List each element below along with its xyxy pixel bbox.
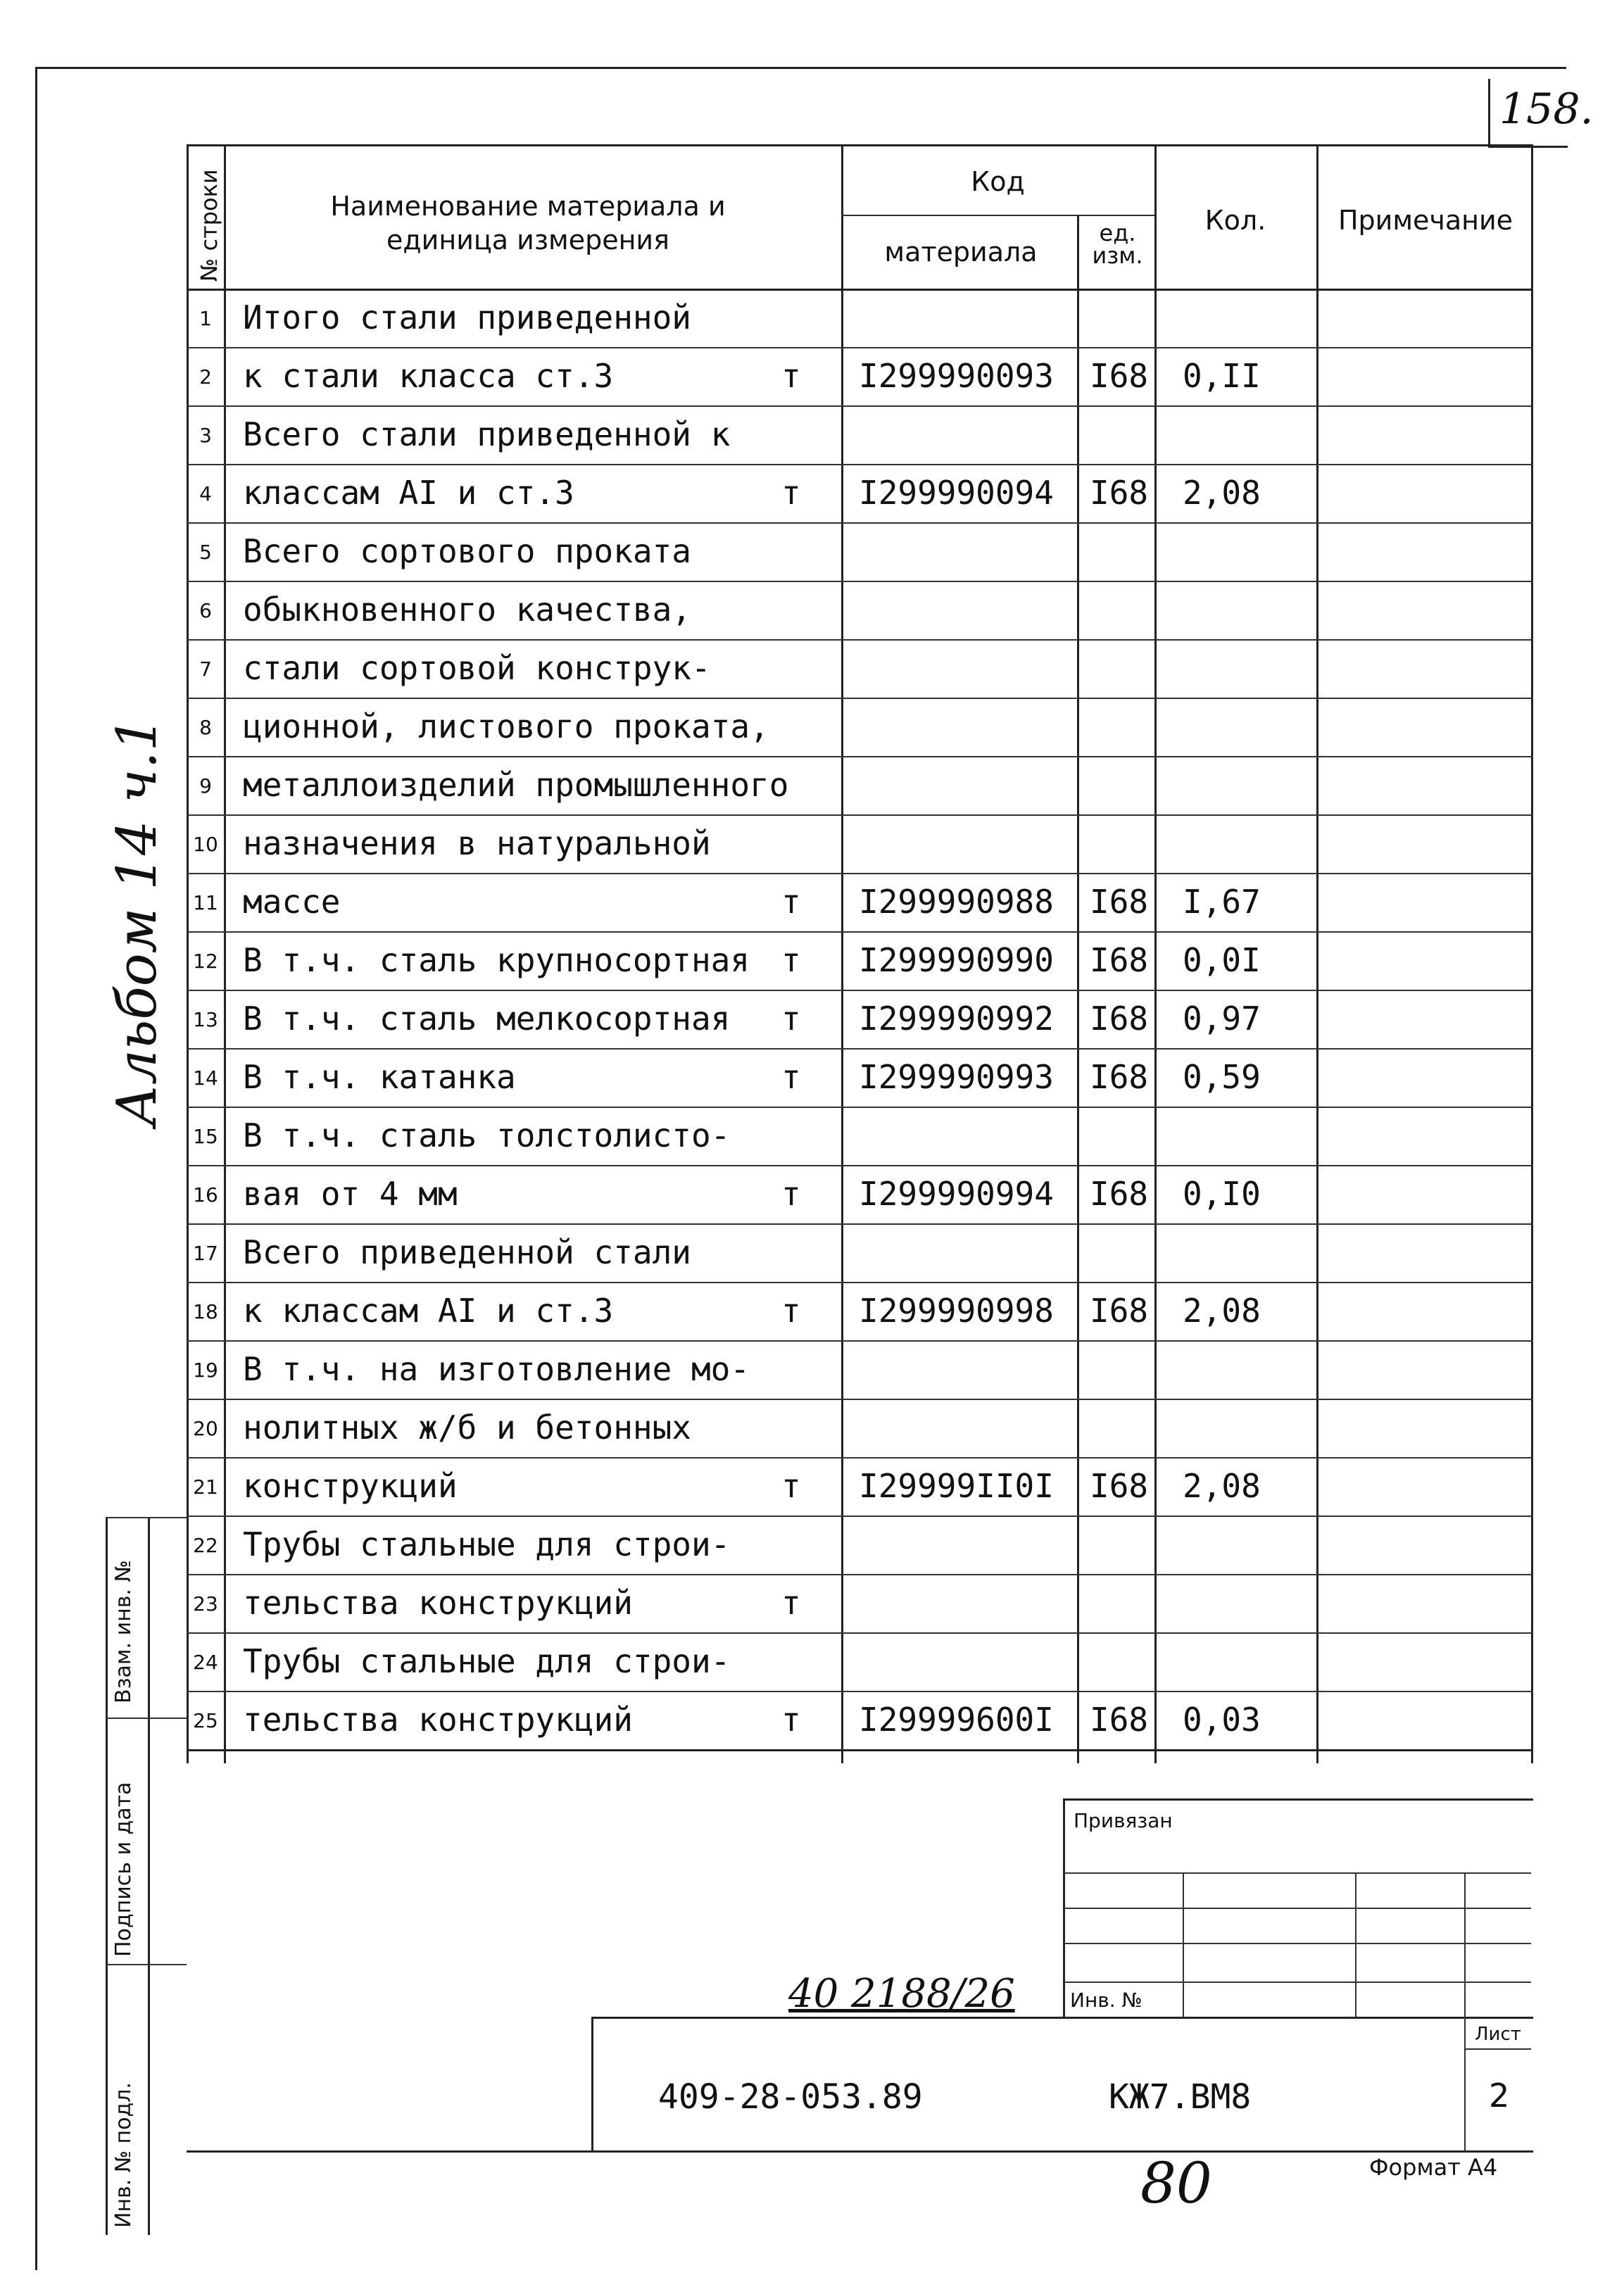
row-code: I299990094 xyxy=(859,474,1054,512)
table-top xyxy=(187,144,1533,146)
row-number: 16 xyxy=(193,1183,218,1206)
list-label: Лист xyxy=(1475,2024,1521,2045)
row-divider xyxy=(187,1632,1533,1634)
row-qty: 0,I0 xyxy=(1183,1175,1261,1213)
col-line-unit-right xyxy=(1154,144,1157,1763)
row-unit-code: I68 xyxy=(1090,474,1149,512)
stamp-line-2 xyxy=(1063,1908,1531,1909)
row-number: 7 xyxy=(199,657,212,681)
row-code: I299990998 xyxy=(859,1292,1054,1330)
row-unit: т xyxy=(781,1584,801,1622)
row-code: I299990988 xyxy=(859,883,1054,921)
album-note: Альбом 14 ч.1 xyxy=(106,716,169,1126)
col-line-name-right xyxy=(841,144,843,1763)
stamp-col-3 xyxy=(1464,1872,1466,2017)
row-name: ционной, листового проката, xyxy=(243,707,769,745)
row-divider xyxy=(187,931,1533,933)
row-number: 17 xyxy=(193,1242,218,1265)
row-unit-code: I68 xyxy=(1090,1175,1149,1213)
row-number: 20 xyxy=(193,1417,218,1440)
row-code: I299990993 xyxy=(859,1058,1054,1096)
row-divider xyxy=(187,990,1533,991)
header-qty: Кол. xyxy=(1204,205,1266,236)
row-name: к классам АI и ст.3 xyxy=(243,1292,614,1330)
row-divider xyxy=(187,1457,1533,1458)
row-unit-code: I68 xyxy=(1090,883,1149,921)
row-divider xyxy=(187,1574,1533,1575)
row-qty: 0,03 xyxy=(1183,1701,1261,1739)
row-qty: 2,08 xyxy=(1183,1467,1261,1505)
table-bottom xyxy=(187,1749,1533,1751)
row-divider xyxy=(187,1107,1533,1108)
row-unit: т xyxy=(781,883,801,921)
row-code: I299990093 xyxy=(859,357,1054,395)
row-number: 15 xyxy=(193,1125,218,1148)
side-label-vzam: Взам. инв. № xyxy=(111,1560,136,1703)
row-number: 11 xyxy=(193,891,218,914)
row-name: назначения в натуральной xyxy=(243,824,711,862)
row-unit-code: I68 xyxy=(1090,1701,1149,1739)
stamp-line-3 xyxy=(1063,1943,1531,1944)
row-divider xyxy=(187,1165,1533,1166)
row-name: тельства конструкций xyxy=(243,1584,633,1622)
header-code-material: материала xyxy=(884,237,1038,267)
row-name: обыкновенного качества, xyxy=(243,591,691,629)
row-number: 12 xyxy=(193,950,218,973)
row-name: стали сортовой конструк- xyxy=(243,649,711,687)
row-qty: 2,08 xyxy=(1183,474,1261,512)
row-name: В т.ч. сталь толстолисто- xyxy=(243,1116,731,1154)
frame-top xyxy=(35,67,1566,69)
row-qty: I,67 xyxy=(1183,883,1261,921)
stamp-col-1 xyxy=(1183,1872,1184,2017)
row-number: 5 xyxy=(199,541,212,564)
col-line-rownum-left xyxy=(187,144,189,1763)
footer-hand-mark: 80 xyxy=(1140,2150,1212,2216)
row-name: нолитных ж/б и бетонных xyxy=(243,1409,691,1447)
row-code: I299990994 xyxy=(859,1175,1054,1213)
row-unit: т xyxy=(781,1175,801,1213)
row-number: 6 xyxy=(199,599,212,622)
row-name: к стали класса ст.3 xyxy=(243,357,614,395)
row-code: I29999600I xyxy=(859,1701,1054,1739)
col-line-qty-right xyxy=(1316,144,1318,1763)
row-divider xyxy=(187,1516,1533,1517)
col-line-code-right xyxy=(1077,215,1079,1763)
row-unit: т xyxy=(781,1292,801,1330)
stamp-line-1 xyxy=(1063,1872,1531,1874)
row-divider xyxy=(187,698,1533,699)
row-number: 8 xyxy=(199,716,212,739)
col-line-right xyxy=(1531,144,1533,1763)
side-label-podpis: Подпись и дата xyxy=(111,1782,136,1957)
row-divider xyxy=(187,639,1533,641)
row-name: Всего стали приведенной к xyxy=(243,415,731,453)
side-label-inv-podl: Инв. № подл. xyxy=(111,2082,136,2228)
header-bottom xyxy=(187,289,1533,291)
header-row-number: № строки xyxy=(196,169,222,282)
row-number: 22 xyxy=(193,1534,218,1557)
row-unit: т xyxy=(781,1058,801,1096)
row-qty: 0,0I xyxy=(1183,941,1261,979)
row-number: 21 xyxy=(193,1475,218,1499)
row-qty: 0,97 xyxy=(1183,1000,1261,1038)
row-divider xyxy=(187,1223,1533,1225)
row-divider xyxy=(187,464,1533,465)
row-name: Всего приведенной стали xyxy=(243,1233,691,1271)
row-number: 4 xyxy=(199,482,212,505)
row-unit-code: I68 xyxy=(1090,1467,1149,1505)
frame-left xyxy=(35,67,37,2270)
side-strip-div2 xyxy=(106,1964,187,1965)
row-name: Трубы стальные для строи- xyxy=(243,1525,731,1563)
row-unit: т xyxy=(781,474,801,512)
row-divider xyxy=(187,873,1533,874)
row-divider xyxy=(187,522,1533,524)
row-number: 19 xyxy=(193,1359,218,1382)
row-divider xyxy=(187,1691,1533,1692)
row-unit: т xyxy=(781,1701,801,1739)
side-strip-left xyxy=(106,1517,108,2235)
row-number: 24 xyxy=(193,1651,218,1674)
row-name: массе xyxy=(243,883,341,921)
side-strip-top xyxy=(106,1517,187,1518)
code-subheader-line xyxy=(841,215,1154,216)
list-number: 2 xyxy=(1489,2077,1510,2115)
row-unit: т xyxy=(781,1467,801,1505)
row-name: В т.ч. катанка xyxy=(243,1058,516,1096)
row-number: 2 xyxy=(199,365,212,389)
row-name: Всего сортового проката xyxy=(243,532,691,570)
stamp-col-2 xyxy=(1355,1872,1357,2017)
row-divider xyxy=(187,814,1533,816)
row-unit-code: I68 xyxy=(1090,1000,1149,1038)
row-divider xyxy=(187,1282,1533,1283)
row-name: В т.ч. сталь мелкосортная xyxy=(243,1000,731,1038)
row-number: 18 xyxy=(193,1300,218,1323)
col-line-rownum-right xyxy=(224,144,226,1763)
stamp-line-4 xyxy=(1063,1982,1531,1983)
row-code: I299990992 xyxy=(859,1000,1054,1038)
header-code: Код xyxy=(971,166,1025,197)
row-number: 3 xyxy=(199,424,212,447)
row-divider xyxy=(187,581,1533,582)
row-name: конструкций xyxy=(243,1467,458,1505)
row-code: I29999II0I xyxy=(859,1467,1054,1505)
row-name: Трубы стальные для строи- xyxy=(243,1642,731,1680)
row-name: Итого стали приведенной xyxy=(243,298,691,336)
row-qty: 0,II xyxy=(1183,357,1261,395)
doc-mark: КЖ7.ВМ8 xyxy=(1109,2077,1252,2117)
row-divider xyxy=(187,1048,1533,1050)
row-unit-code: I68 xyxy=(1090,1292,1149,1330)
footer-format: Формат А4 xyxy=(1369,2154,1498,2181)
row-unit-code: I68 xyxy=(1090,357,1149,395)
row-name: В т.ч. сталь крупносортная xyxy=(243,941,750,979)
side-strip-mid xyxy=(148,1517,150,2235)
list-col-divider xyxy=(1464,2048,1531,2050)
title-block-bottom xyxy=(187,2150,1533,2153)
header-code-unit: ед. изм. xyxy=(1092,220,1143,269)
stamp-privyazan-label: Привязан xyxy=(1074,1809,1173,1832)
stamp-handwritten-number: 40 2188/26 xyxy=(788,1971,1015,2017)
row-code: I299990990 xyxy=(859,941,1054,979)
row-divider xyxy=(187,347,1533,348)
row-number: 25 xyxy=(193,1709,218,1732)
row-name: вая от 4 мм xyxy=(243,1175,458,1213)
header-name: Наименование материала и единица измерения xyxy=(330,191,726,256)
row-unit: т xyxy=(781,357,801,395)
header-note: Примечание xyxy=(1337,205,1513,236)
row-number: 14 xyxy=(193,1066,218,1090)
row-number: 1 xyxy=(199,307,212,330)
row-number: 23 xyxy=(193,1592,218,1615)
row-unit: т xyxy=(781,1000,801,1038)
row-name: классам АI и ст.3 xyxy=(243,474,574,512)
row-divider xyxy=(187,756,1533,757)
row-number: 10 xyxy=(193,833,218,856)
row-number: 9 xyxy=(199,774,212,798)
row-divider xyxy=(187,405,1533,407)
row-qty: 2,08 xyxy=(1183,1292,1261,1330)
row-unit-code: I68 xyxy=(1090,941,1149,979)
row-unit-code: I68 xyxy=(1090,1058,1149,1096)
page-number: 158. xyxy=(1499,84,1594,134)
stamp-inv-no-label: Инв. № xyxy=(1070,1989,1143,2012)
row-name: тельства конструкций xyxy=(243,1701,633,1739)
row-name: металлоизделий промышленного xyxy=(243,766,789,804)
row-divider xyxy=(187,1340,1533,1342)
row-number: 13 xyxy=(193,1008,218,1031)
row-divider xyxy=(187,1399,1533,1400)
doc-code: 409-28-053.89 xyxy=(658,2077,923,2117)
row-name: В т.ч. на изготовление мо- xyxy=(243,1350,750,1388)
row-qty: 0,59 xyxy=(1183,1058,1261,1096)
list-col-left xyxy=(1464,2017,1466,2150)
row-unit: т xyxy=(781,941,801,979)
side-strip-div1 xyxy=(106,1718,187,1719)
